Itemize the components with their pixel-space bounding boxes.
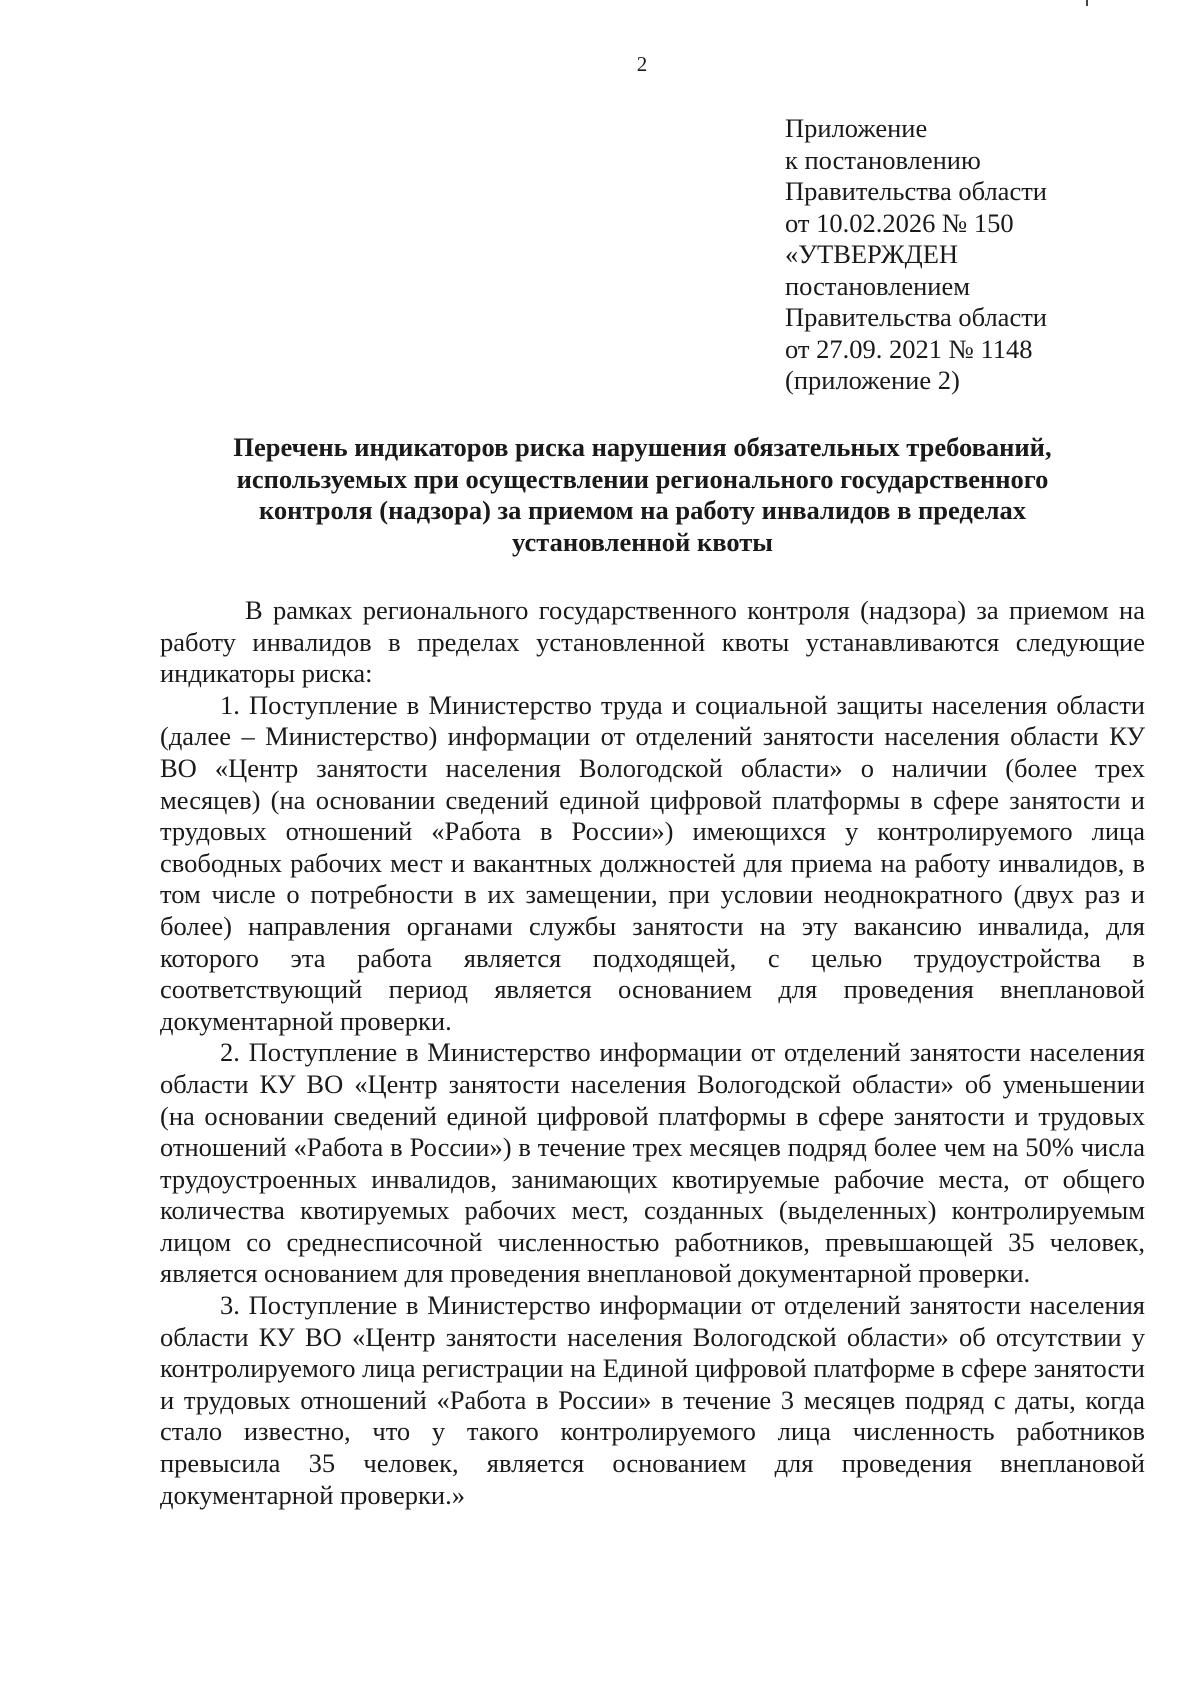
- page-number: 2: [636, 52, 648, 76]
- indicator-paragraph-1: 1. Поступление в Министерство труда и социальной защиты населения области (далее – Министерство) информации от отделений занятости населения области КУ ВО «Центр занятости населения Вологодской области» о наличии (более трех месяцев) (на основании сведений единой цифровой платформы в сфере занятости и трудовых отношений «Работа в России») имеющихся у контролируемого лица свободных рабочих мест и вакантных должностей для приема на работу инвалидов, в том числе о потребности в их замещении, при условии неоднократного (двух раз и более) направления органами службы занятости на эту вакансию инвалида, для которого эта работа является подходящей, с целью трудоустройства в соответствующий период является основанием для проведения внеплановой документарной проверки.: [160, 689, 1145, 1036]
- annex-line: Правительства области: [785, 176, 1047, 206]
- document-body: [160, 595, 1145, 1511]
- annex-line: Приложение: [785, 113, 928, 143]
- indicator-paragraph-2: 2. Поступление в Министерство информации от отделений занятости населения области КУ ВО «Центр занятости населения Вологодской области» об уменьшении (на основании сведений единой цифровой платформы в сфере занятости и трудовых отношений «Работа в России») в течение трех месяцев подряд более чем на 50% числа трудоустроенных инвалидов, занимающих квотируемые рабочие места, от общего количества квотируемых рабочих мест, созданных (выделенных) контролируемым лицом со среднесписочной численностью работников, превышающей 35 человек, является основанием для проведения внеплановой документарной проверки.: [160, 1037, 1145, 1289]
- annex-line: Правительства области: [785, 302, 1047, 332]
- indicator-paragraph-3: 3. Поступление в Министерство информации от отделений занятости населения области КУ ВО «Центр занятости населения Вологодской области» об отсутствии у контролируемого лица регистрации на Единой цифровой платформе в сфере занятости и трудовых отношений «Работа в России» в течение 3 месяцев подряд с даты, когда стало известно, что у такого контролируемого лица численность работников превысила 35 человек, является основанием для проведения внеплановой документарной проверки.»: [160, 1290, 1145, 1510]
- annex-line: от 27.09. 2021 № 1148: [785, 333, 1033, 364]
- annex-line: постановлением: [785, 270, 970, 301]
- annex-line: «УТВЕРЖДЕН: [785, 239, 959, 269]
- title-line: Перечень индикаторов риска нарушения обязательных требований,: [233, 432, 1052, 462]
- title-line: контроля (надзора) за приемом на работу инвалидов в пределах: [259, 495, 1026, 525]
- annex-line: к постановлению: [785, 144, 981, 175]
- title-line: установленной квоты: [512, 526, 773, 557]
- document-title: [180, 432, 1105, 558]
- annex-line: от 10.02.2026 № 150: [785, 207, 1014, 238]
- annex-block: [785, 113, 1145, 397]
- annex-line: (приложение 2): [785, 365, 960, 395]
- title-line: используемых при осуществлении регионального государственного: [236, 463, 1049, 494]
- scan-mark: [1086, 0, 1088, 6]
- intro-paragraph: В рамках регионального государственного контроля (надзора) за приемом на работу инвалидов в пределах установленной квоты устанавливаются следующие индикаторы риска:: [160, 595, 1145, 689]
